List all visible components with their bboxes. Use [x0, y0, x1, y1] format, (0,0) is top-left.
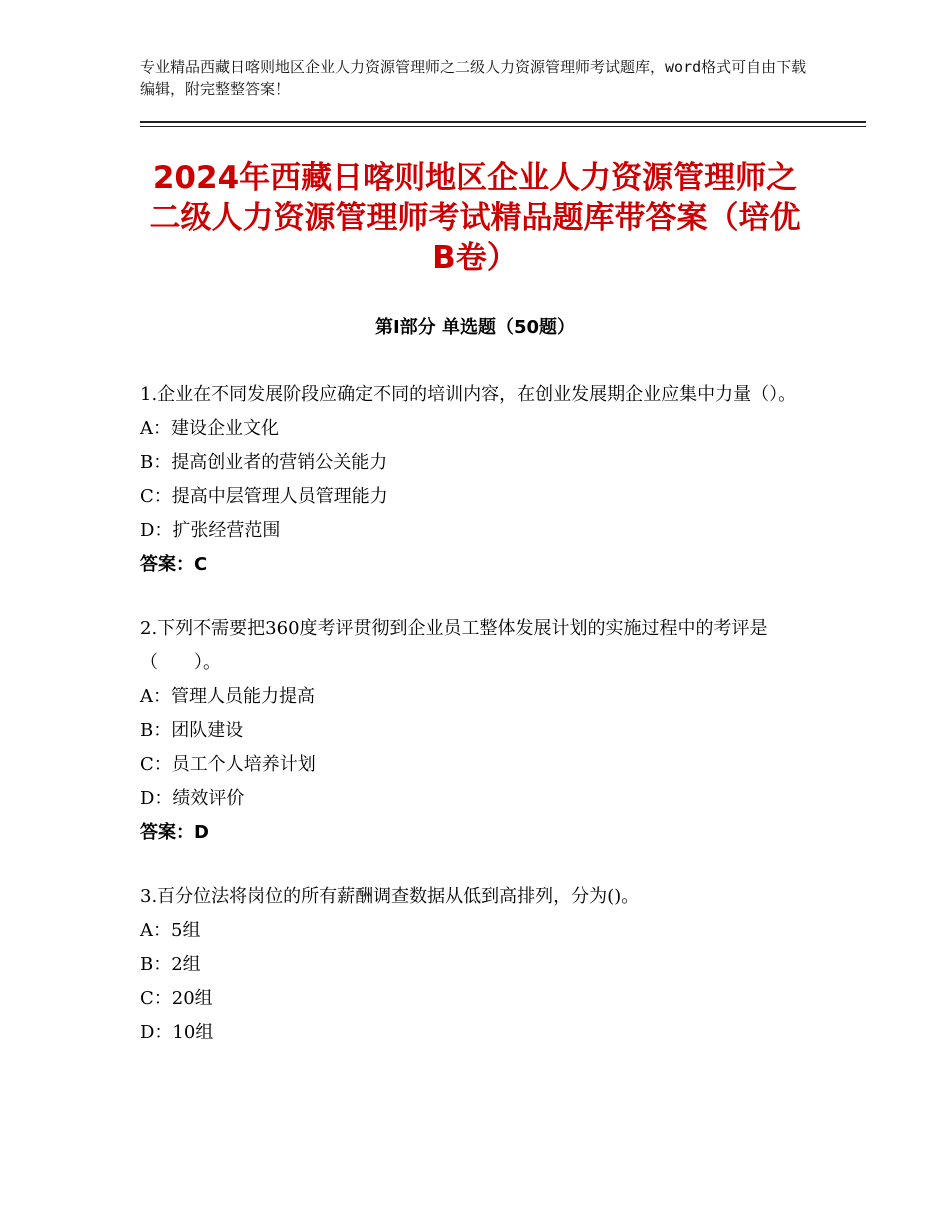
option-d: D：扩张经营范围 [140, 520, 281, 541]
document-title: 2024年西藏日喀则地区企业人力资源管理师之二级人力资源管理师考试精品题库带答案（培优B卷） [149, 160, 801, 276]
option-d: D：10组 [140, 1022, 214, 1043]
option-c: C：20组 [140, 988, 213, 1009]
option-b: B：团队建设 [140, 720, 244, 741]
option-d: D：绩效评价 [140, 788, 245, 809]
answer: 答案：C [140, 554, 208, 575]
option-c: C：提高中层管理人员管理能力 [140, 486, 388, 507]
option-c: C：员工个人培养计划 [140, 754, 316, 775]
question-stem: 3.百分位法将岗位的所有薪酬调查数据从低到高排列，分为()。 [140, 886, 640, 907]
header-note: 专业精品西藏日喀则地区企业人力资源管理师之二级人力资源管理师考试题库，word格式可自由下载编辑，附完整整答案！ [140, 58, 807, 98]
question-1 [140, 378, 820, 582]
option-b: B：提高创业者的营销公关能力 [140, 452, 388, 473]
answer: 答案：D [140, 822, 209, 843]
header-rule-thick [140, 121, 866, 123]
option-a: A：管理人员能力提高 [140, 686, 315, 707]
option-a: A：建设企业文化 [140, 418, 279, 439]
question-2 [140, 612, 820, 850]
option-b: B：2组 [140, 954, 201, 975]
question-3 [140, 880, 820, 1050]
question-list [140, 378, 820, 1080]
question-stem: 1.企业在不同发展阶段应确定不同的培训内容，在创业发展期企业应集中力量（）。 [140, 384, 797, 405]
header-rule-thin [140, 126, 866, 127]
question-stem: 2.下列不需要把360度考评贯彻到企业员工整体发展计划的实施过程中的考评是（ ）。 [140, 618, 768, 673]
option-a: A：5组 [140, 920, 201, 941]
section-title: 第Ⅰ部分 单选题（50题） [374, 317, 575, 338]
